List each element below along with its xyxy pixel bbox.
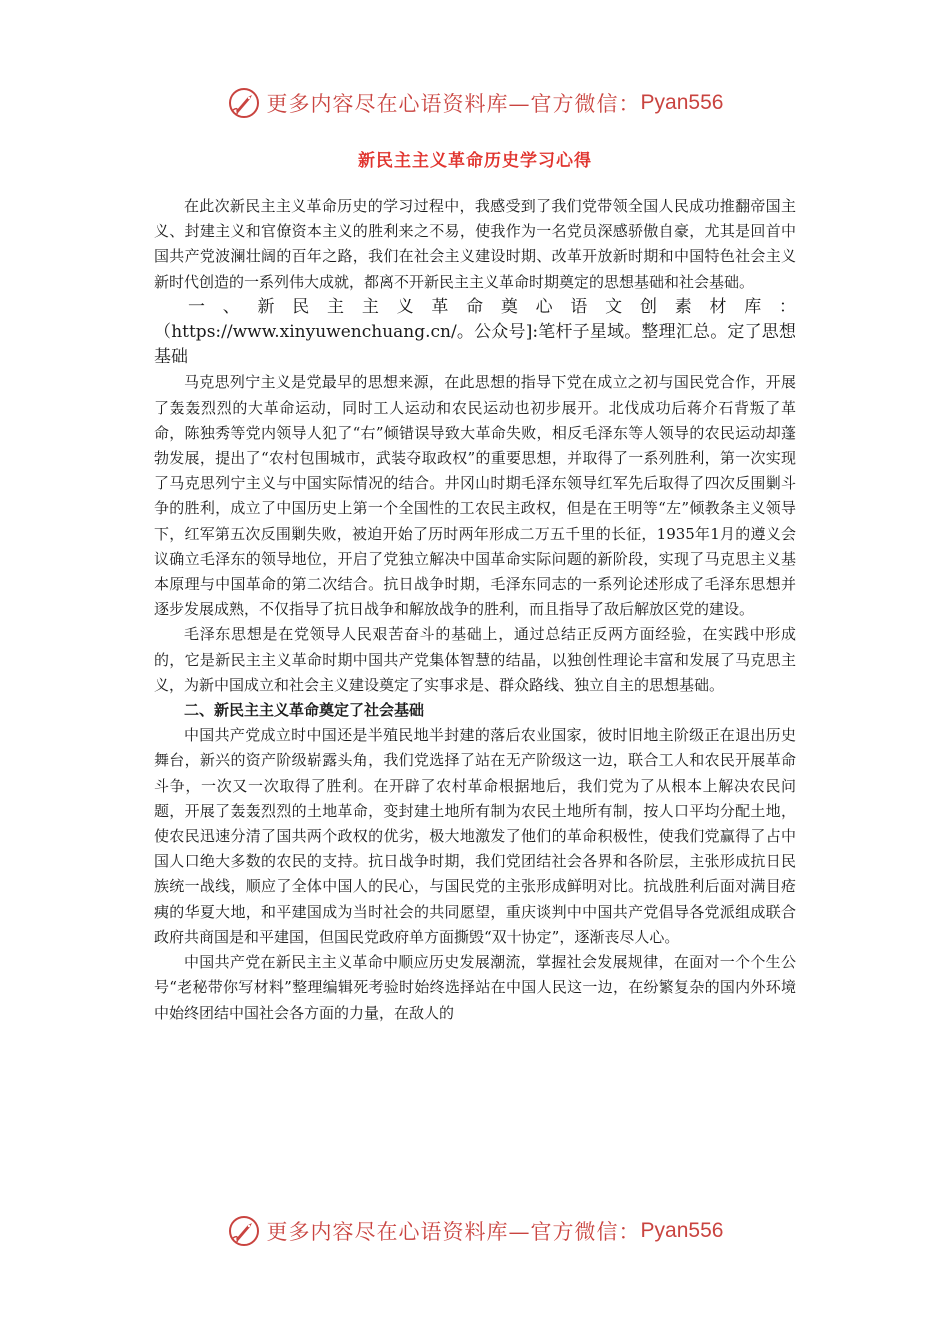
- pen-nib-icon: [227, 86, 261, 120]
- paragraph-history-trend: 中国共产党在新民主主义革命中顺应历史发展潮流，掌握社会发展规律，在面对一个个生公号“老秘带你写材料”整理编辑死考验时始终选择站在中国人民这一边，在纷繁复杂的国内外环境中始终团结中国社会各方面的力量，在敌人的: [154, 953, 796, 1022]
- wechat-id: Pyan556: [640, 1219, 724, 1242]
- banner-text: 更多内容尽在心语资料库—官方微信：: [266, 92, 641, 116]
- pen-nib-icon: [227, 1214, 261, 1248]
- section-heading-ideology: 一、新民主主义革命奠心语文创素材库：（https://www.xinyuwenchuang.cn/。公众号]:笔杆子星域。整理汇总。定了思想基础: [154, 296, 796, 368]
- footer-banner: [0, 1206, 950, 1256]
- section-heading-social: 二、新民主主义革命奠定了社会基础: [184, 701, 425, 720]
- wechat-id: Pyan556: [640, 91, 724, 114]
- paragraph-mao-thought: 毛泽东思想是在党领导人民艰苦奋斗的基础上，通过总结正反两方面经验，在实践中形成的，它是新民主主义革命时期中国共产党集体智慧的结晶，以独创性理论丰富和发展了马克思主义，为新中国成立和社会主义建设奠定了实事求是、群众路线、独立自主的思想基础。: [154, 625, 796, 694]
- document-title: 新民主主义革命历史学习心得: [358, 151, 592, 171]
- banner-text: 更多内容尽在心语资料库—官方微信：: [266, 1220, 641, 1244]
- paragraph-intro: 在此次新民主主义革命历史的学习过程中，我感受到了我们党带领全国人民成功推翻帝国主义、封建主义和官僚资本主义的胜利来之不易，使我作为一名党员深感骄傲自豪，尤其是回首中国共产党波澜壮阔的百年之路，我们在社会主义建设时期、改革开放新时期和中国特色社会主义新时代创造的一系列伟大成就，都离不开新民主主义革命时期奠定的思想基础和社会基础。: [154, 197, 796, 291]
- document-body: [154, 194, 796, 1026]
- paragraph-social-basis: 中国共产党成立时中国还是半殖民地半封建的落后农业国家，彼时旧地主阶级正在退出历史舞台，新兴的资产阶级崭露头角，我们党选择了站在无产阶级这一边，联合工人和农民开展革命斗争，一次又一次取得了胜利。在开辟了农村革命根据地后，我们党为了从根本上解决农民问题，开展了轰轰烈烈的土地革命，变封建土地所有制为农民土地所有制，按人口平均分配土地，使农民迅速分清了国共两个政权的优劣，极大地激发了他们的革命积极性，使我们党赢得了占中国人口绝大多数的农民的支持。抗日战争时期，我们党团结社会各界和各阶层，主张形成抗日民族统一战线，顺应了全体中国人的民心，与国民党的主张形成鲜明对比。抗战胜利后面对满目疮痍的华夏大地，和平建国成为当时社会的共同愿望，重庆谈判中中国共产党倡导各党派组成联合政府共商国是和平建国，但国民党政府单方面撕毁“双十协定”，逐渐丧尽人心。: [154, 726, 796, 946]
- paragraph-marxism: 马克思列宁主义是党最早的思想来源，在此思想的指导下党在成立之初与国民党合作，开展了轰轰烈烈的大革命运动，同时工人运动和农民运动也初步展开。北伐成功后蒋介石背叛了革命，陈独秀等党内领导人犯了“右”倾错误导致大革命失败，相反毛泽东等人领导的农民运动却蓬勃发展，提出了“农村包围城市，武装夺取政权”的重要思想，并取得了一系列胜利，第一次实现了马克思列宁主义与中国实际情况的结合。井冈山时期毛泽东领导红军先后取得了四次反围剿斗争的胜利，成立了中国历史上第一个全国性的工农民主政权，但是在王明等“左”倾教条主义领导下，红军第五次反围剿失败，被迫开始了历时两年形成二万五千里的长征，1935年1月的遵义会议确立毛泽东的领导地位，开启了党独立解决中国革命实际问题的新阶段，实现了马克思主义基本原理与中国革命的第二次结合。抗日战争时期，毛泽东同志的一系列论述形成了毛泽东思想并逐步发展成熟，不仅指导了抗日战争和解放战争的胜利，而且指导了敌后解放区党的建设。: [154, 373, 796, 619]
- header-banner: [0, 78, 950, 128]
